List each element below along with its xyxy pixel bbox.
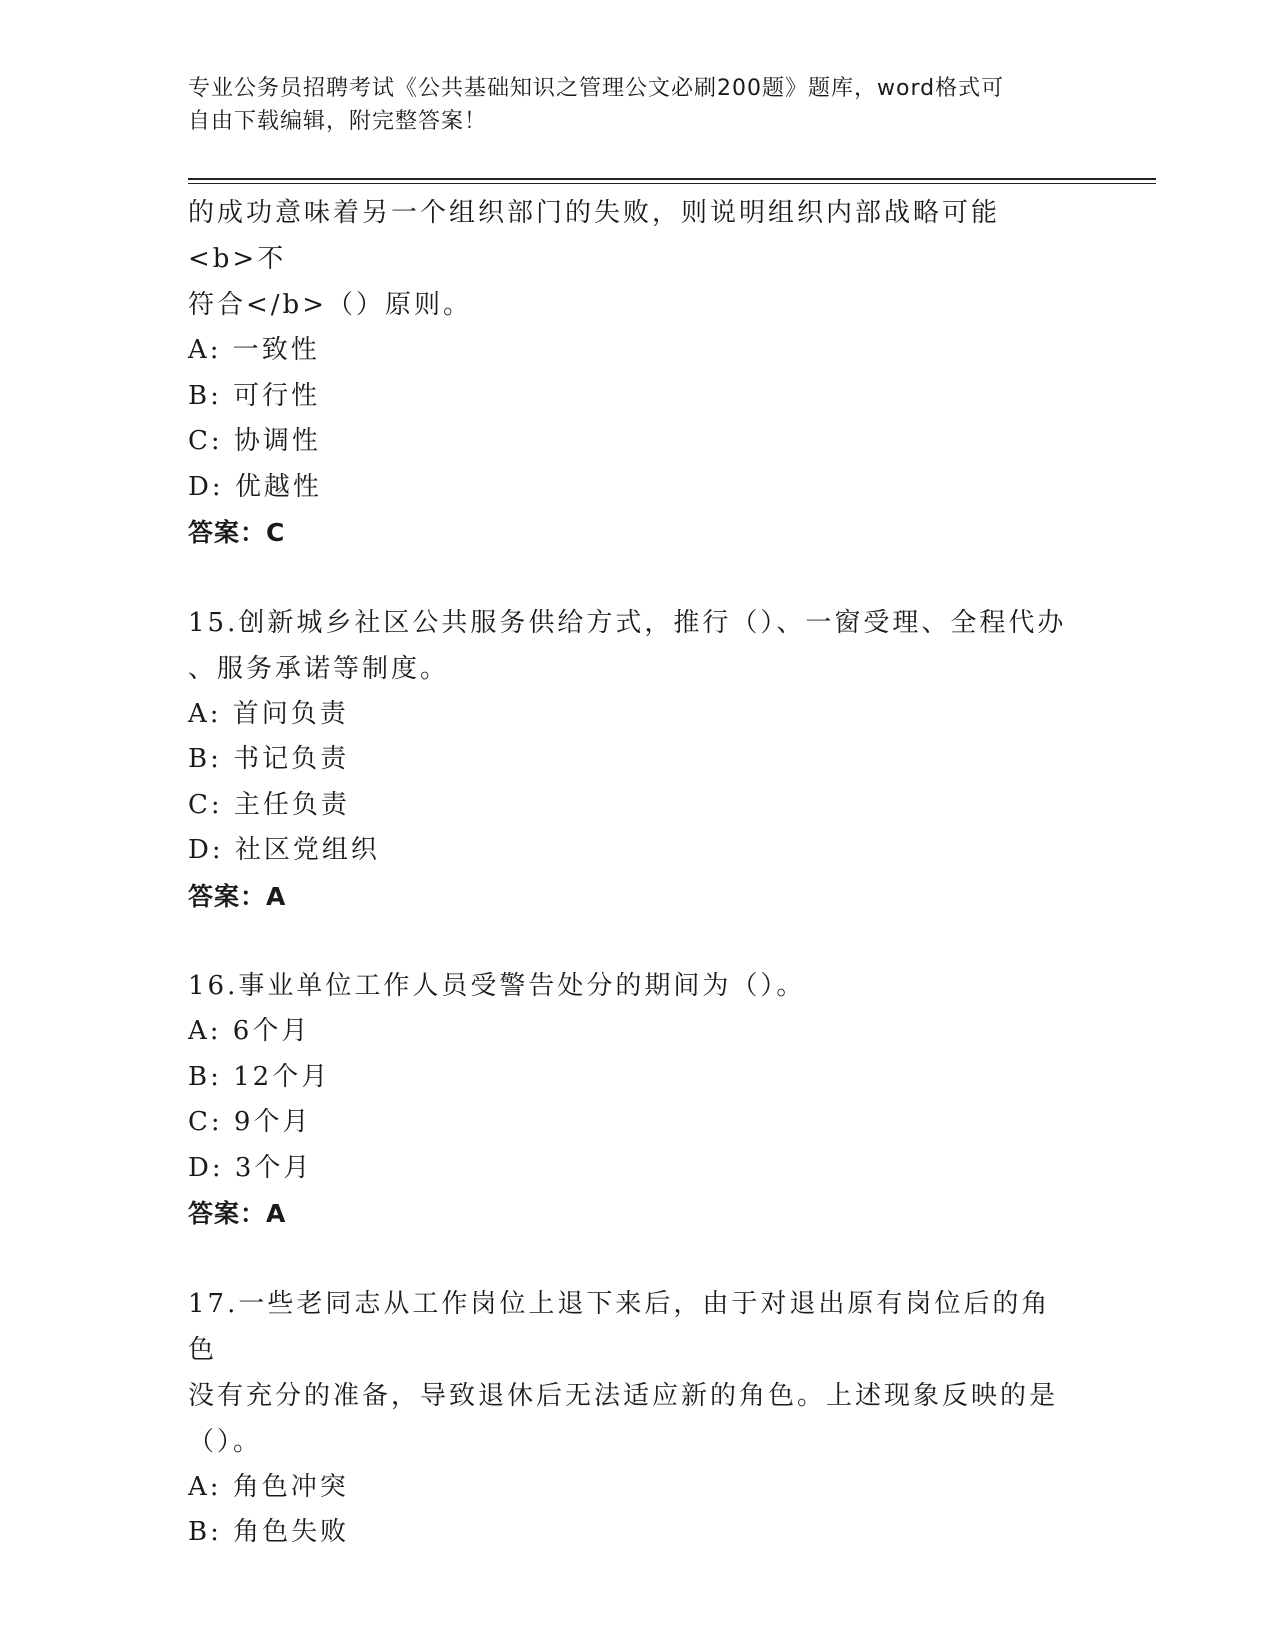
option-d: D: 3个月 (188, 1152, 313, 1183)
option-c: C: 主任负责 (188, 789, 350, 820)
question-text-line: 17.一些老同志从工作岗位上退下来后，由于对退出原有岗位后的角色 (188, 1288, 1051, 1365)
option-d: D: 优越性 (188, 471, 322, 502)
spacer (188, 1237, 1068, 1281)
document-header (188, 72, 1068, 138)
option-c: C: 9个月 (188, 1107, 312, 1137)
option-a: A: 一致性 (188, 335, 320, 365)
option-a: A: 角色冲突 (188, 1471, 349, 1502)
question-17 (188, 1281, 1068, 1556)
option-a: A: 首问负责 (188, 698, 349, 729)
header-line-2: 自由下载编辑，附完整答案！ (188, 109, 488, 134)
answer: 答案：A (188, 1199, 287, 1228)
header-divider-thin (188, 183, 1156, 184)
answer: 答案：A (188, 881, 287, 911)
spacer (188, 556, 1068, 600)
option-c: C: 协调性 (188, 426, 321, 456)
option-b: B: 可行性 (188, 380, 321, 411)
question-text-line: 的成功意味着另一个组织部门的失败，则说明组织内部战略可能<b>不 (188, 198, 1001, 274)
question-16 (188, 963, 1068, 1237)
question-14 (188, 190, 1068, 556)
option-b: B: 角色失败 (188, 1517, 350, 1547)
question-text-line: 、服务承诺等制度。 (188, 653, 450, 684)
question-text-line: 15.创新城乡社区公共服务供给方式，推行（）、一窗受理、全程代办 (188, 607, 1067, 638)
question-text-line: 符合</b>（）原则。 (188, 290, 472, 320)
question-text-line: 没有充分的准备，导致退休后无法适应新的角色。上述现象反映的是 (188, 1380, 1059, 1411)
question-text-line: （）。 (188, 1426, 263, 1457)
question-15 (188, 600, 1068, 920)
question-text-line: 16.事业单位工作人员受警告处分的期间为（）。 (188, 971, 806, 1001)
header-divider-thick (188, 178, 1156, 180)
option-b: B: 12个月 (188, 1061, 331, 1092)
option-a: A: 6个月 (188, 1016, 311, 1046)
header-line-1: 专业公务员招聘考试《公共基础知识之管理公文必刷200题》题库，word格式可 (188, 76, 1005, 101)
spacer (188, 919, 1068, 963)
answer: 答案：C (188, 518, 286, 547)
option-b: B: 书记负责 (188, 744, 350, 774)
question-list (188, 190, 1068, 1556)
option-d: D: 社区党组织 (188, 835, 380, 865)
